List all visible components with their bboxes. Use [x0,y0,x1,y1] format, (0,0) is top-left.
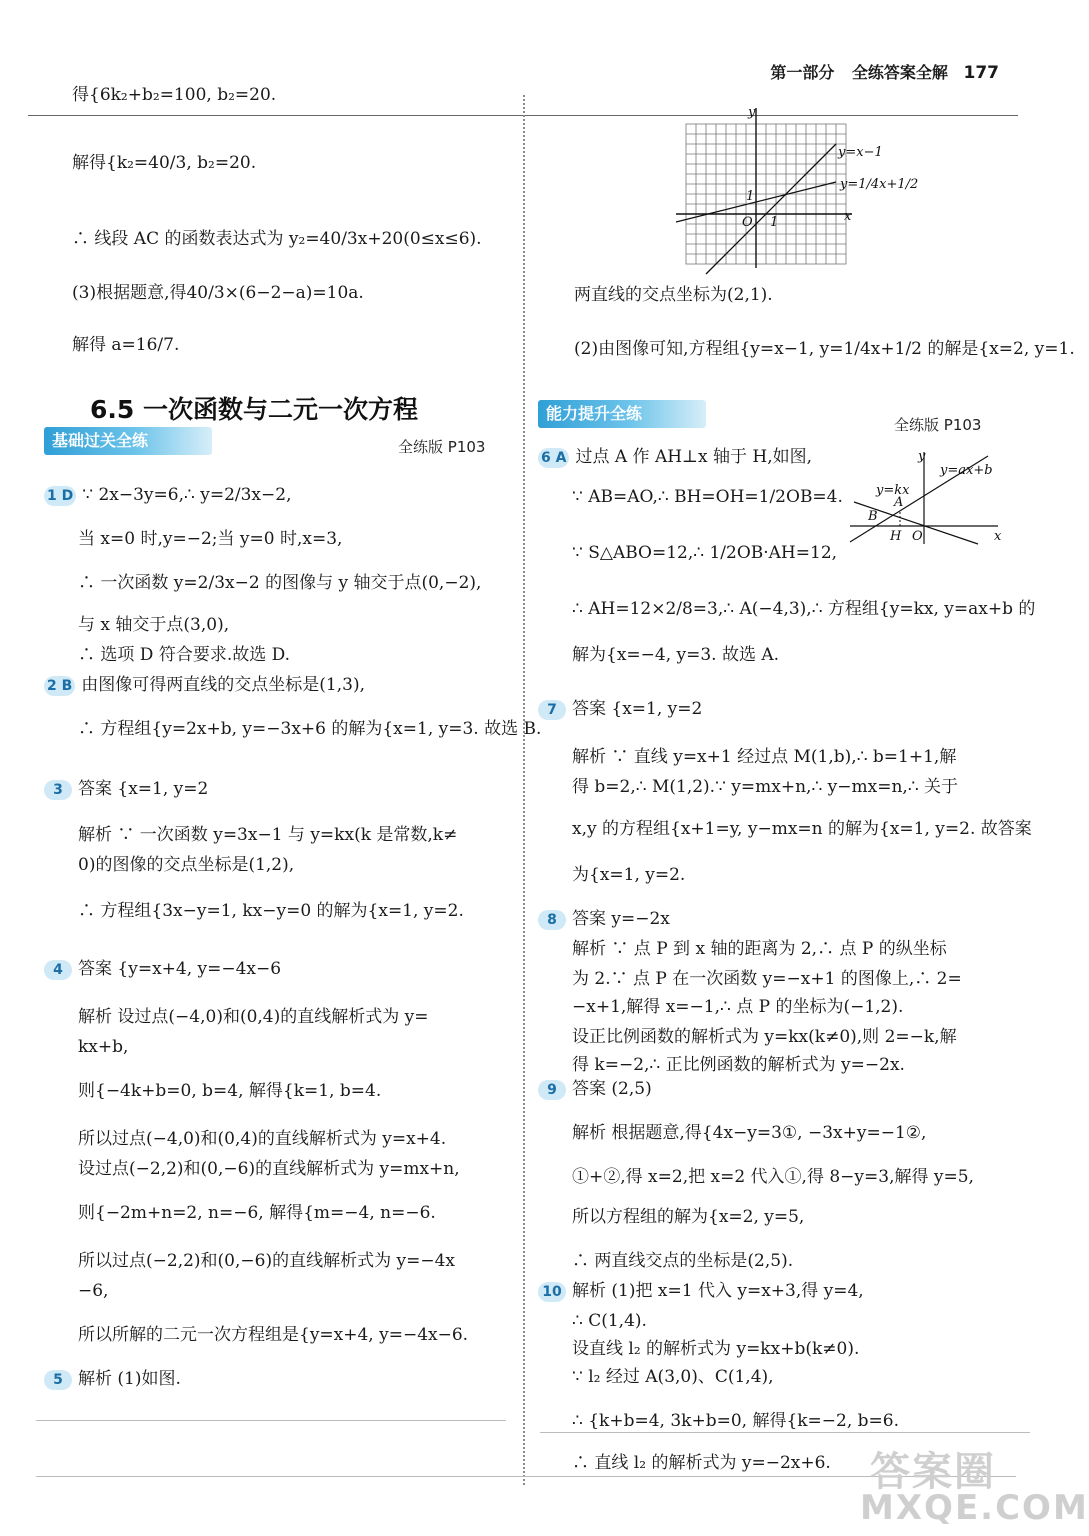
page-number: 177 [963,63,999,83]
q9-line-3: ∴ 两直线交点的坐标是(2,5). [572,1251,794,1271]
q10-number: 10 [538,1282,566,1302]
q3-line-ans [44,778,208,800]
q3-answer: 答案 {x=1, y=2 [78,779,209,799]
watermark-logo: 答案圈 [870,1449,996,1495]
q6-line-2: ∵ S△ABO=12,∴ 1/2OB·AH=12, [572,543,838,563]
q8-line-3: 设正比例函数的解析式为 y=kx(k≠0),则 2=−k,解 [572,1027,957,1047]
graph-y-label: y [748,105,756,120]
q9-number: 9 [538,1080,566,1100]
q6-line-1: ∵ AB=AO,∴ BH=OH=1/2OB=4. [572,487,843,507]
q3-line-0: 解析 ∵ 一次函数 y=3x−1 与 y=kx(k 是常数,k≠ [78,825,458,845]
q9-answer: 答案 (2,5) [572,1079,652,1099]
q1-line-1: 当 x=0 时,y=−2;当 y=0 时,x=3, [78,529,343,549]
q4-line-0: 解析 设过点(−4,0)和(0,4)的直线解析式为 y= [78,1007,429,1027]
q6-number: 6 A [538,448,569,468]
graph-line2-label: y=1/4x+1/2 [840,177,919,192]
q8-answer: 答案 y=−2x [572,909,670,929]
banner-advanced: 能力提升全练 [538,400,706,428]
q10-line-4: ∴ {k+b=4, 3k+b=0, 解得{k=−2, b=6. [572,1411,900,1431]
graph-grid [686,124,846,264]
graph-x-label: x [844,209,852,224]
right-mid-rule [540,1432,1030,1433]
left-line-1: 得{6k₂+b₂=100, b₂=20. [72,85,277,105]
q4-line-7: −6, [78,1281,109,1301]
q4-line-6: 所以过点(−2,2)和(0,−6)的直线解析式为 y=−4x [78,1251,455,1271]
q6-A-label: A [894,495,904,510]
q5-number: 5 [44,1370,72,1390]
q5-text: 解析 (1)如图. [78,1369,181,1389]
q3-number: 3 [44,780,72,800]
q2-line-0 [44,674,365,696]
q4-line-8: 所以所解的二元一次方程组是{y=x+4, y=−4x−6. [78,1325,469,1345]
q2-text-0: 由图像可得两直线的交点坐标是(1,3), [81,675,366,695]
q4-line-1: kx+b, [78,1037,129,1057]
q7-answer: 答案 {x=1, y=2 [572,699,703,719]
q9-line-2: 所以方程组的解为{x=2, y=5, [572,1207,805,1227]
q10-line-2: 设直线 l₂ 的解析式为 y=kx+b(k≠0). [572,1339,860,1359]
q7-line-ans [538,698,702,720]
q1-line-0 [44,484,291,506]
q8-line-ans [538,908,670,930]
q9-line-0: 解析 根据题意,得{4x−y=3①, −3x+y=−1②, [572,1123,927,1143]
page-header [770,60,999,83]
bottom-rule [36,1476,1016,1477]
q3-line-2: ∴ 方程组{3x−y=1, kx−y=0 的解为{x=1, y=2. [78,901,464,921]
banner-advanced-ref: 全练版 P103 [894,416,982,434]
banner-basic: 基础过关全练 [44,427,212,455]
q1-number: 1 D [44,486,76,506]
header-title: 全练答案全解 [851,63,948,82]
graph-two-lines [660,104,920,274]
q1-line-2: ∴ 一次函数 y=2/3x−2 的图像与 y 轴交于点(0,−2), [78,573,482,593]
q6-H-label: H [890,529,902,544]
q10-line-0 [538,1280,864,1302]
q8-line-0: 解析 ∵ 点 P 到 x 轴的距离为 2,∴ 点 P 的纵坐标 [572,939,947,959]
q10-line-5: ∴ 直线 l₂ 的解析式为 y=−2x+6. [572,1453,831,1473]
q4-line-4: 设过点(−2,2)和(0,−6)的直线解析式为 y=mx+n, [78,1159,460,1179]
q6-O-label: O [912,529,923,544]
q6-text-0: 过点 A 作 AH⊥x 轴于 H,如图, [575,447,813,467]
q2-number: 2 B [44,676,75,696]
left-line-2: 解得{k₂=40/3, b₂=20. [72,153,257,173]
q6-axb-label: y=ax+b [940,463,993,478]
q3-line-1: 0)的图像的交点坐标是(1,2), [78,855,295,875]
q6-line-4: 解为{x=−4, y=3. 故选 A. [572,645,780,665]
right-line-2: (2)由图像可知,方程组{y=x−1, y=1/4x+1/2 的解是{x=2, y=1. [574,339,1075,359]
q4-line-2: 则{−4k+b=0, b=4, 解得{k=1, b=4. [78,1081,382,1101]
left-bottom-rule [36,1420,506,1421]
q6-B-label: B [868,509,878,524]
q8-line-2: −x+1,解得 x=−1,∴ 点 P 的坐标为(−1,2). [572,997,904,1017]
graph-one-x: 1 [770,215,779,230]
q1-line-4: ∴ 选项 D 符合要求.故选 D. [78,645,291,665]
q7-line-2: x,y 的方程组{x+1=y, y−mx=n 的解为{x=1, y=2. 故答案 [572,819,1032,839]
q8-line-1: 为 2.∵ 点 P 在一次函数 y=−x+1 的图像上,∴ 2= [572,969,962,989]
q10-line-1: ∴ C(1,4). [572,1311,647,1331]
q6-kx-label: y=kx [876,483,910,498]
q7-line-0: 解析 ∵ 直线 y=x+1 经过点 M(1,b),∴ b=1+1,解 [572,747,957,767]
q8-number: 8 [538,910,566,930]
banner-basic-ref: 全练版 P103 [398,438,486,456]
q7-line-3: 为{x=1, y=2. [572,865,686,885]
graph-q6 [848,446,1008,546]
left-line-4: (3)根据题意,得40/3×(6−2−a)=10a. [72,283,364,303]
graph-origin: O [742,215,753,230]
graph-one-y: 1 [746,189,755,204]
right-line-1: 两直线的交点坐标为(2,1). [574,285,773,305]
q4-line-5: 则{−2m+n=2, n=−6, 解得{m=−4, n=−6. [78,1203,436,1223]
q1-line-3: 与 x 轴交于点(3,0), [78,615,230,635]
graph-line1-label: y=x−1 [838,145,883,160]
q2-line-1: ∴ 方程组{y=2x+b, y=−3x+6 的解为{x=1, y=3. 故选 B. [78,719,542,739]
q7-line-1: 得 b=2,∴ M(1,2).∵ y=mx+n,∴ y−mx=n,∴ 关于 [572,777,959,797]
q6-line-3: ∴ AH=12×2/8=3,∴ A(−4,3),∴ 方程组{y=kx, y=ax+b 的 [572,599,1036,619]
q9-line-1: ①+②,得 x=2,把 x=2 代入①,得 8−y=3,解得 y=5, [572,1167,974,1187]
q10-line-3: ∵ l₂ 经过 A(3,0)、C(1,4), [572,1367,774,1387]
q1-text-0: ∵ 2x−3y=6,∴ y=2/3x−2, [82,485,292,505]
q6-x-label: x [994,529,1002,544]
q7-number: 7 [538,700,566,720]
q5-line [44,1368,181,1390]
q4-line-3: 所以过点(−4,0)和(0,4)的直线解析式为 y=x+4. [78,1129,447,1149]
column-divider [523,95,525,1485]
q4-number: 4 [44,960,72,980]
q4-answer: 答案 {y=x+4, y=−4x−6 [78,959,282,979]
q10-text-0: 解析 (1)把 x=1 代入 y=x+3,得 y=4, [572,1281,864,1301]
q4-line-ans [44,958,281,980]
q8-line-4: 得 k=−2,∴ 正比例函数的解析式为 y=−2x. [572,1055,905,1075]
watermark-url: MXQE.COM [860,1488,1089,1528]
section-title: 6.5 一次函数与二元一次方程 [90,395,418,424]
header-part: 第一部分 [770,63,835,82]
q6-line-0 [538,446,812,468]
q9-line-ans [538,1078,652,1100]
left-line-3: ∴ 线段 AC 的函数表达式为 y₂=40/3x+20(0≤x≤6). [72,229,482,249]
q6-y-label: y [918,449,926,464]
left-line-5: 解得 a=16/7. [72,335,180,355]
